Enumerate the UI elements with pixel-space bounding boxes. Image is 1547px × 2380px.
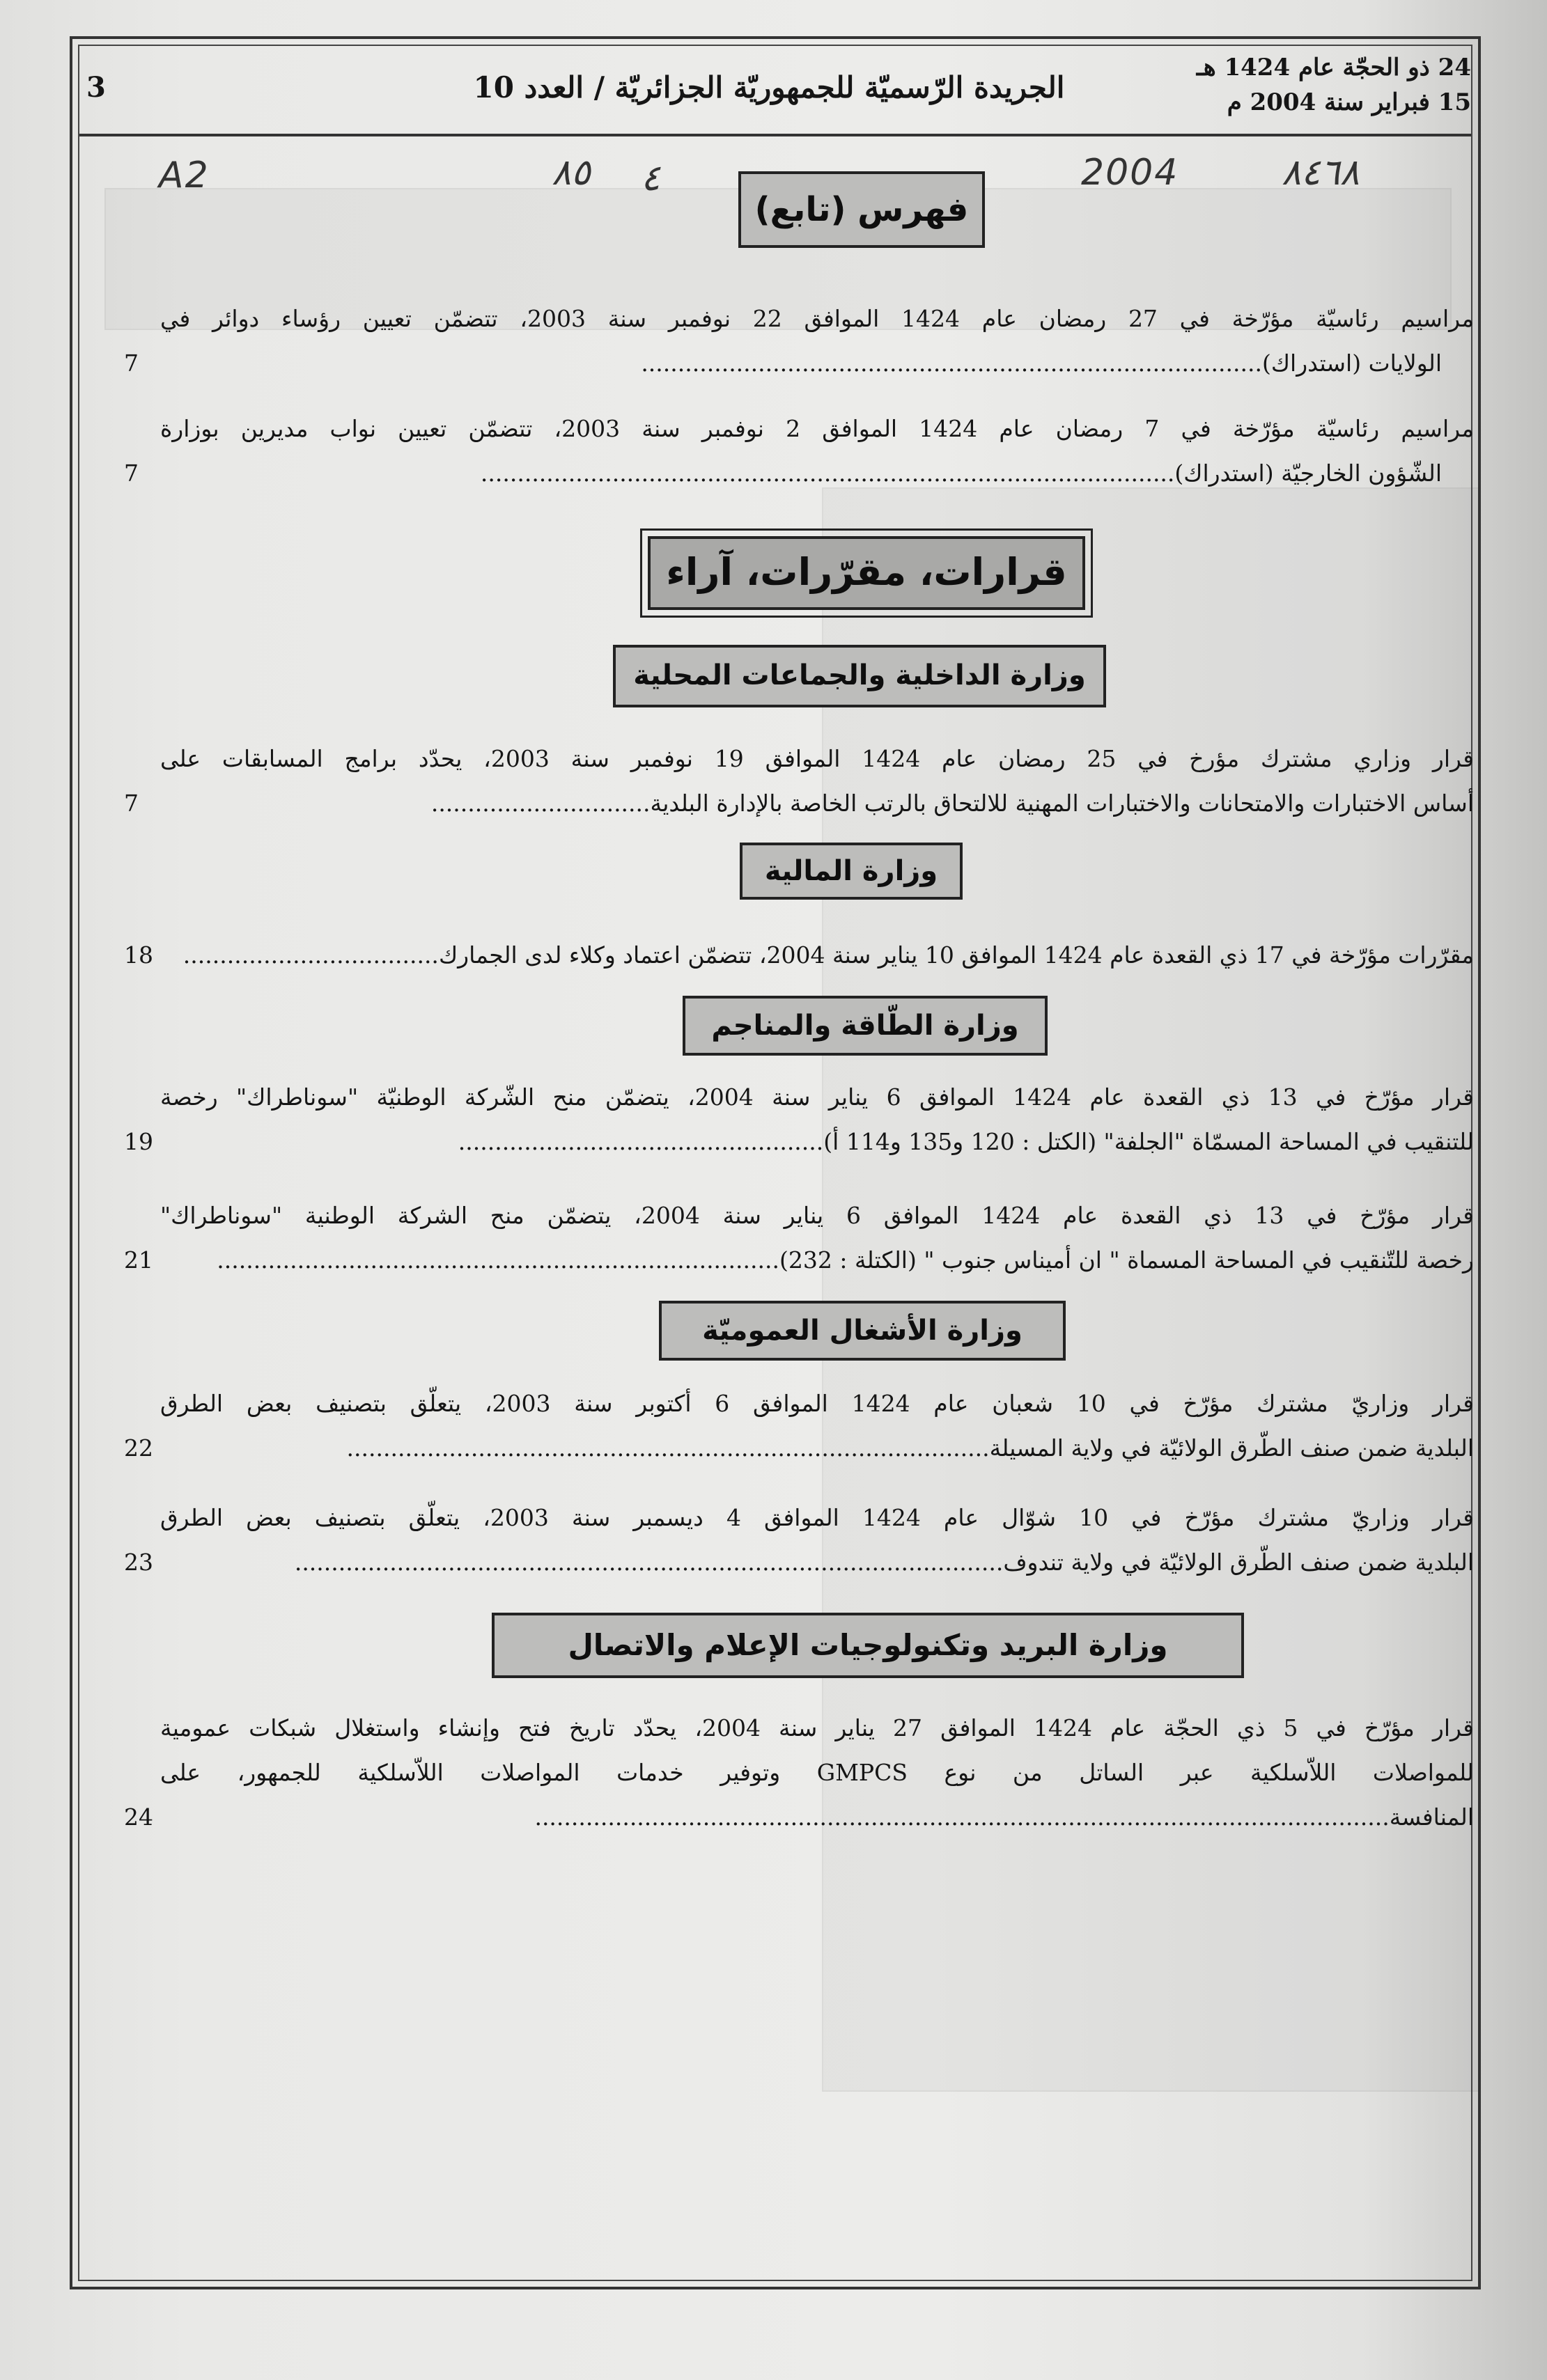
ministry-title-post-telecom: وزارة البريد وتكنولوجيات الإعلام والاتصال	[492, 1613, 1244, 1678]
entry-energy-1	[124, 1075, 1474, 1164]
leader-dots: .....................................................................................................................	[534, 1803, 1390, 1831]
entry-finance-1	[124, 933, 1474, 978]
entry-line-with-page	[124, 1426, 1474, 1471]
header-date	[1179, 50, 1471, 120]
entry-post-telecom-1	[124, 1706, 1474, 1840]
entry-line: قرار مؤرّخ في 13 ذي القعدة عام 1424 الموافق 6 يناير سنة 2004، يتضمّن منح الشّركة الوطنيّة "سوناطراك" رخصة	[160, 1083, 1474, 1111]
entry-line: مراسيم رئاسيّة مؤرّخة في 27 رمضان عام 1424 الموافق 22 نوفمبر سنة 2003، تتضمّن تعيين رؤساء دوائر في	[160, 305, 1475, 332]
entry-line: الشّؤون الخارجيّة (استدراك)	[1174, 460, 1442, 487]
entry-line: قرار وزاريّ مشترك مؤرّخ في 10 شوّال عام 1424 الموافق 4 ديسمبر سنة 2003، يتعلّق بتصنيف بعض الطرق	[160, 1504, 1475, 1531]
ministry-title-energy: وزارة الطّاقة والمناجم	[683, 996, 1048, 1056]
leader-dots: .............................................................................	[217, 1246, 779, 1274]
entry-presidential-decrees-2	[124, 407, 1474, 496]
entry-line-with-page	[124, 1238, 1474, 1283]
leader-dots: ...............................................................................................	[480, 460, 1175, 487]
leader-dots: ........................................................................................	[346, 1434, 990, 1462]
entry-public-works-1	[124, 1381, 1475, 1471]
page-ref: 18	[124, 941, 153, 969]
entry-line-with-page	[124, 1795, 1474, 1840]
handwritten-note-year: 2004	[1081, 152, 1179, 194]
decisions-section-title: قرارات، مقرّرات، آراء	[648, 536, 1085, 610]
header-page-number: 3	[86, 71, 106, 104]
leader-dots: ..............................	[430, 790, 651, 817]
handwritten-note-1478: ٨٤٦٨	[1282, 152, 1360, 194]
ministry-title-interior: وزارة الداخلية والجماعات المحلية	[613, 645, 1106, 707]
leader-dots: ...................................	[182, 941, 439, 969]
entry-line: قرار مؤرّخ في 13 ذي القعدة عام 1424 الموافق 6 يناير سنة 2004، يتضمّن منح الشركة الوطنية "سوناطراك"	[160, 1202, 1474, 1229]
entry-line-with-page	[124, 451, 1474, 496]
entry-line: للمواصلات اللاّسلكية عبر الساتل من نوع GMPCS وتوفير خدمات المواصلات اللاّسلكية للجمهور، على	[160, 1759, 1474, 1786]
page-ref: 7	[124, 790, 139, 817]
page-ref: 7	[124, 460, 139, 487]
page-ref: 22	[124, 1434, 153, 1462]
page-header	[79, 46, 1471, 136]
page-ref: 23	[124, 1549, 153, 1576]
entry-interior-1	[124, 737, 1475, 826]
leader-dots: .................................................................................................	[294, 1549, 1004, 1576]
entry-line-with-page	[124, 781, 1474, 826]
page-ref: 7	[124, 350, 139, 377]
entry-line-with-page	[124, 341, 1474, 386]
entry-line-with-page	[124, 1540, 1474, 1585]
leader-dots: .....................................................................................	[641, 350, 1262, 377]
entry-line: الولايات (استدراك)	[1261, 350, 1442, 377]
entry-line: للتنقيب في المساحة المسمّاة "الجلفة" (الكتل : 120 و135 و114 أ)	[823, 1128, 1474, 1155]
index-title-box: فهرس (تابع)	[738, 171, 985, 248]
header-title: الجريدة الرّسميّة للجمهوريّة الجزائريّة / العدد 10	[473, 70, 1065, 104]
entry-line: قرار مؤرّخ في 5 ذي الحجّة عام 1424 الموافق 27 يناير سنة 2004، يحدّد تاريخ فتح وإنشاء واستغلال شبكات عمومية	[160, 1714, 1474, 1741]
entry-line: مراسيم رئاسيّة مؤرّخة في 7 رمضان عام 1424 الموافق 2 نوفمبر سنة 2003، تتضمّن تعيين نواب مديرين بوزارة	[160, 415, 1474, 442]
entry-line: رخصة للتّنقيب في المساحة المسماة " ان أميناس جنوب " (الكتلة : 232)	[779, 1246, 1474, 1274]
entry-line: البلدية ضمن صنف الطّرق الولائيّة في ولاية المسيلة	[989, 1434, 1474, 1462]
page-ref: 19	[124, 1128, 153, 1155]
entry-line: المنافسة	[1389, 1803, 1474, 1831]
entry-line: قرار وزاريّ مشترك مؤرّخ في 10 شعبان عام 1424 الموافق 6 أكتوبر سنة 2003، يتعلّق بتصنيف بعض الطرق	[160, 1390, 1475, 1417]
handwritten-note-a2: A2	[159, 155, 210, 196]
entry-line: قرار وزاري مشترك مؤرخ في 25 رمضان عام 1424 الموافق 19 نوفمبر سنة 2003، يحدّد برامج المسابقات على	[160, 745, 1475, 772]
entry-line: مقرّرات مؤرّخة في 17 ذي القعدة عام 1424 الموافق 10 يناير سنة 2004، تتضمّن اعتماد وكلاء لدى الجمارك	[438, 941, 1474, 969]
header-date-gregorian: 15 فبراير سنة 2004 م	[1227, 88, 1471, 116]
entry-energy-2	[124, 1193, 1474, 1283]
handwritten-note-85: ٨٥	[552, 152, 591, 194]
handwritten-note-4: ٤	[641, 157, 660, 199]
entry-presidential-decrees-1	[124, 297, 1475, 386]
entry-line-with-page	[124, 933, 1474, 978]
page-ref: 21	[124, 1246, 153, 1274]
entry-line: البلدية ضمن صنف الطّرق الولائيّة في ولاية تندوف	[1003, 1549, 1474, 1576]
entry-line-with-page	[124, 1120, 1474, 1164]
header-date-hijri: 24 ذو الحجّة عام 1424 هـ	[1196, 54, 1471, 81]
ministry-title-finance: وزارة المالية	[740, 843, 963, 900]
ministry-title-public-works: وزارة الأشغال العموميّة	[659, 1301, 1066, 1361]
entry-public-works-2	[124, 1496, 1475, 1585]
page-ref: 24	[124, 1803, 153, 1831]
entry-line: أساس الاختبارات والامتحانات والاختبارات المهنية للالتحاق بالرتب الخاصة بالإدارة البلدية	[650, 790, 1474, 817]
leader-dots: ..................................................	[458, 1128, 824, 1155]
